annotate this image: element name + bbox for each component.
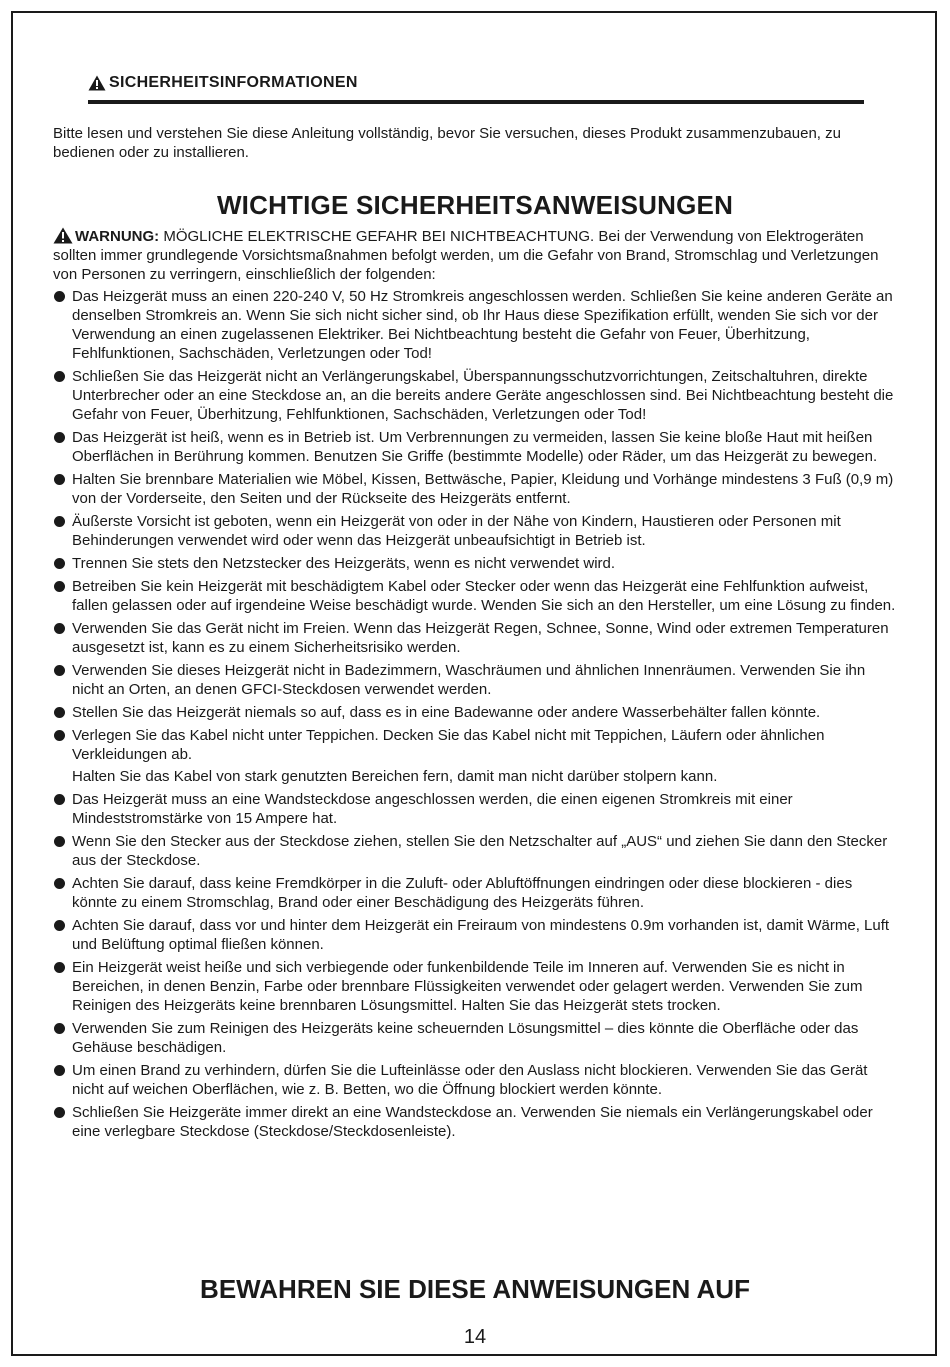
- list-item: [53, 703, 898, 722]
- bullet-icon: [54, 558, 65, 569]
- bullet-icon: [54, 1065, 65, 1076]
- list-item-text: Schließen Sie Heizgeräte immer direkt an eine Wandsteckdose an. Verwenden Sie niemals ein Verlängerungskabel oder eine verlegbare Steckdose (Steckdose/Steckdosenleiste).: [72, 1104, 873, 1140]
- section-header: [88, 74, 864, 92]
- warning-triangle-icon: [53, 227, 73, 244]
- bullet-icon: [54, 962, 65, 973]
- footer-title: BEWAHREN SIE DIESE ANWEISUNGEN AUF: [200, 1274, 750, 1304]
- list-item: [53, 577, 898, 615]
- bullet-icon: [54, 920, 65, 931]
- bullet-icon: [54, 878, 65, 889]
- warning-triangle-icon: [88, 75, 106, 91]
- list-item: [53, 367, 898, 424]
- list-item: [53, 287, 898, 363]
- main-title: WICHTIGE SICHERHEITSANWEISUNGEN: [216, 190, 734, 220]
- list-item: [53, 428, 898, 466]
- page-number: 14: [463, 1326, 487, 1348]
- bullet-icon: [54, 794, 65, 805]
- list-item: [53, 661, 898, 699]
- bullet-icon: [54, 371, 65, 382]
- list-item-text: Wenn Sie den Stecker aus der Steckdose ziehen, stellen Sie den Netzschalter auf „AUS“ und ziehen Sie dann den Stecker aus der Steckdose.: [72, 833, 888, 869]
- section-divider: [88, 100, 864, 104]
- list-item: [53, 874, 898, 912]
- bullet-icon: [54, 516, 65, 527]
- list-item-text: Verwenden Sie dieses Heizgerät nicht in Badezimmern, Waschräumen und ähnlichen Innenräumen. Verwenden Sie ihn nicht an Orten, an denen GFCI-Steckdosen verwendet werden.: [72, 662, 866, 698]
- list-item: [53, 790, 898, 828]
- warning-paragraph: [53, 227, 898, 284]
- warning-text: MÖGLICHE ELEKTRISCHE GEFAHR BEI NICHTBEACHTUNG. Bei der Verwendung von Elektrogeräten sollten immer grundlegende Vorsichtsmaßnahmen befolgt werden, um die Gefahr von Brand, Stromschlag und Verletzungen von Personen zu verringern, einschließlich der folgenden:: [53, 228, 879, 283]
- list-item-text: Äußerste Vorsicht ist geboten, wenn ein Heizgerät von oder in der Nähe von Kindern, Haustieren oder Personen mit Behinderungen verwendet wird oder wenn das Heizgerät unbeaufsichtigt in Betrieb ist.: [72, 513, 841, 549]
- list-item-text: Um einen Brand zu verhindern, dürfen Sie die Lufteinlässe oder den Auslass nicht blockieren. Verwenden Sie das Gerät nicht auf weichen Oberflächen, wie z. B. Betten, wo die Öffnung blockiert werden könnte.: [72, 1062, 868, 1098]
- section-header-text: SICHERHEITSINFORMATIONEN: [109, 74, 358, 91]
- bullet-icon: [54, 836, 65, 847]
- list-item-text: Stellen Sie das Heizgerät niemals so auf, dass es in eine Badewanne oder andere Wasserbehälter fallen könnte.: [72, 704, 821, 721]
- list-item: [53, 832, 898, 870]
- bullet-icon: [54, 432, 65, 443]
- bullet-icon: [54, 1023, 65, 1034]
- bullet-icon: [54, 707, 65, 718]
- list-item: [53, 512, 898, 550]
- list-item-text: Halten Sie brennbare Materialien wie Möbel, Kissen, Bettwäsche, Papier, Kleidung und Vorhänge mindestens 3 Fuß (0,9 m) von der Vorderseite, den Seiten und der Rückseite des Heizgeräts entfernt.: [72, 471, 894, 507]
- bullet-icon: [54, 665, 65, 676]
- list-item-text: Achten Sie darauf, dass keine Fremdkörper in die Zuluft- oder Abluftöffnungen eindringen oder diese blockieren - dies könnte zu einem Stromschlag, Brand oder einer Beschädigung des Heizgeräts führen.: [72, 875, 853, 911]
- list-item-text: Verwenden Sie zum Reinigen des Heizgeräts keine scheuernden Lösungsmittel – dies könnte die Oberfläche oder das Gehäuse beschädigen.: [72, 1020, 859, 1056]
- list-item-text: Trennen Sie stets den Netzstecker des Heizgeräts, wenn es nicht verwendet wird.: [72, 555, 616, 572]
- list-item: [53, 619, 898, 657]
- intro-paragraph: Bitte lesen und verstehen Sie diese Anleitung vollständig, bevor Sie versuchen, dieses Produkt zusammenzubauen, zu bedienen oder zu installieren.: [53, 125, 841, 161]
- list-item: [53, 554, 898, 573]
- bullet-icon: [54, 474, 65, 485]
- list-item: [53, 1019, 898, 1057]
- list-item-text: Das Heizgerät ist heiß, wenn es in Betrieb ist. Um Verbrennungen zu vermeiden, lassen Sie keine bloße Haut mit heißen Oberflächen in Berührung kommen. Benutzen Sie Griffe (bestimmte Modelle) oder Räder, um das Heizgerät zu bewegen.: [72, 429, 878, 465]
- bullet-icon: [54, 730, 65, 741]
- list-item-text: Verlegen Sie das Kabel nicht unter Teppichen. Decken Sie das Kabel nicht mit Teppichen, Läufern oder ähnlichen Verkleidungen ab.: [72, 727, 825, 763]
- list-item-text: Das Heizgerät muss an eine Wandsteckdose angeschlossen werden, die einen eigenen Stromkreis mit einer Mindeststromstärke von 15 Ampere hat.: [72, 791, 793, 827]
- list-item-text: Ein Heizgerät weist heiße und sich verbiegende oder funkenbildende Teile im Inneren auf. Verwenden Sie es nicht in Bereichen, in denen Benzin, Farbe oder brennbare Flüssigkeiten verwendet oder gelagert werden. Verwenden Sie zum Reinigen des Heizgeräts keine brennbaren Lösungsmittel. Halten Sie das Heizgerät stets trocken.: [72, 959, 863, 1014]
- cable-note-text: Halten Sie das Kabel von stark genutzten Bereichen fern, damit man nicht darüber stolpern kann.: [72, 768, 718, 785]
- list-item-text: Verwenden Sie das Gerät nicht im Freien. Wenn das Heizgerät Regen, Schnee, Sonne, Wind oder extremen Temperaturen ausgesetzt ist, kann es zu einem Sicherheitsrisiko werden.: [72, 620, 889, 656]
- list-item: [53, 1103, 898, 1141]
- list-item-text: Das Heizgerät muss an einen 220-240 V, 50 Hz Stromkreis angeschlossen werden. Schließen Sie keine anderen Geräte an denselben Stromkreis an. Wenn Sie sich nicht sicher sind, ob Ihr Haus diese Spezifikation erfüllt, wenden Sie sich vor der Verwendung an einen zugelassenen Elektriker. Bei Nichtbeachtung besteht die Gefahr von Feuer, Überhitzung, Fehlfunktionen, Sachschäden, Verletzungen oder Tod!: [72, 288, 893, 362]
- bullet-icon: [54, 623, 65, 634]
- list-item: [53, 1061, 898, 1099]
- list-item: [53, 916, 898, 954]
- bullet-icon: [54, 581, 65, 592]
- list-item: [53, 470, 898, 508]
- bullet-icon: [54, 1107, 65, 1118]
- list-item-text: Betreiben Sie kein Heizgerät mit beschädigtem Kabel oder Stecker oder wenn das Heizgerät eine Fehlfunktion aufweist, fallen gelassen oder auf irgendeine Weise beschädigt wurde. Wenden Sie sich an den Hersteller, um eine Lösung zu finden.: [72, 578, 896, 614]
- list-item: [53, 958, 898, 1015]
- list-item-text: Achten Sie darauf, dass vor und hinter dem Heizgerät ein Freiraum von mindestens 0.9m vorhanden ist, damit Wärme, Luft und Belüftung optimal fließen können.: [72, 917, 890, 953]
- bullet-icon: [54, 291, 65, 302]
- list-item: [53, 726, 898, 764]
- warning-label: WARNUNG:: [75, 228, 160, 245]
- safety-instructions-list: [53, 287, 898, 1145]
- list-item-text: Schließen Sie das Heizgerät nicht an Verlängerungskabel, Überspannungsschutzvorrichtungen, Zeitschaltuhren, direkte Unterbrecher oder an eine Steckdose an, an die bereits andere Geräte angeschlossen sind. Bei Nichtbeachtung besteht die Gefahr von Feuer, Überhitzung, Fehlfunktionen, Sachschäden, Verletzungen oder Tod!: [72, 368, 894, 423]
- cable-note: [53, 767, 898, 786]
